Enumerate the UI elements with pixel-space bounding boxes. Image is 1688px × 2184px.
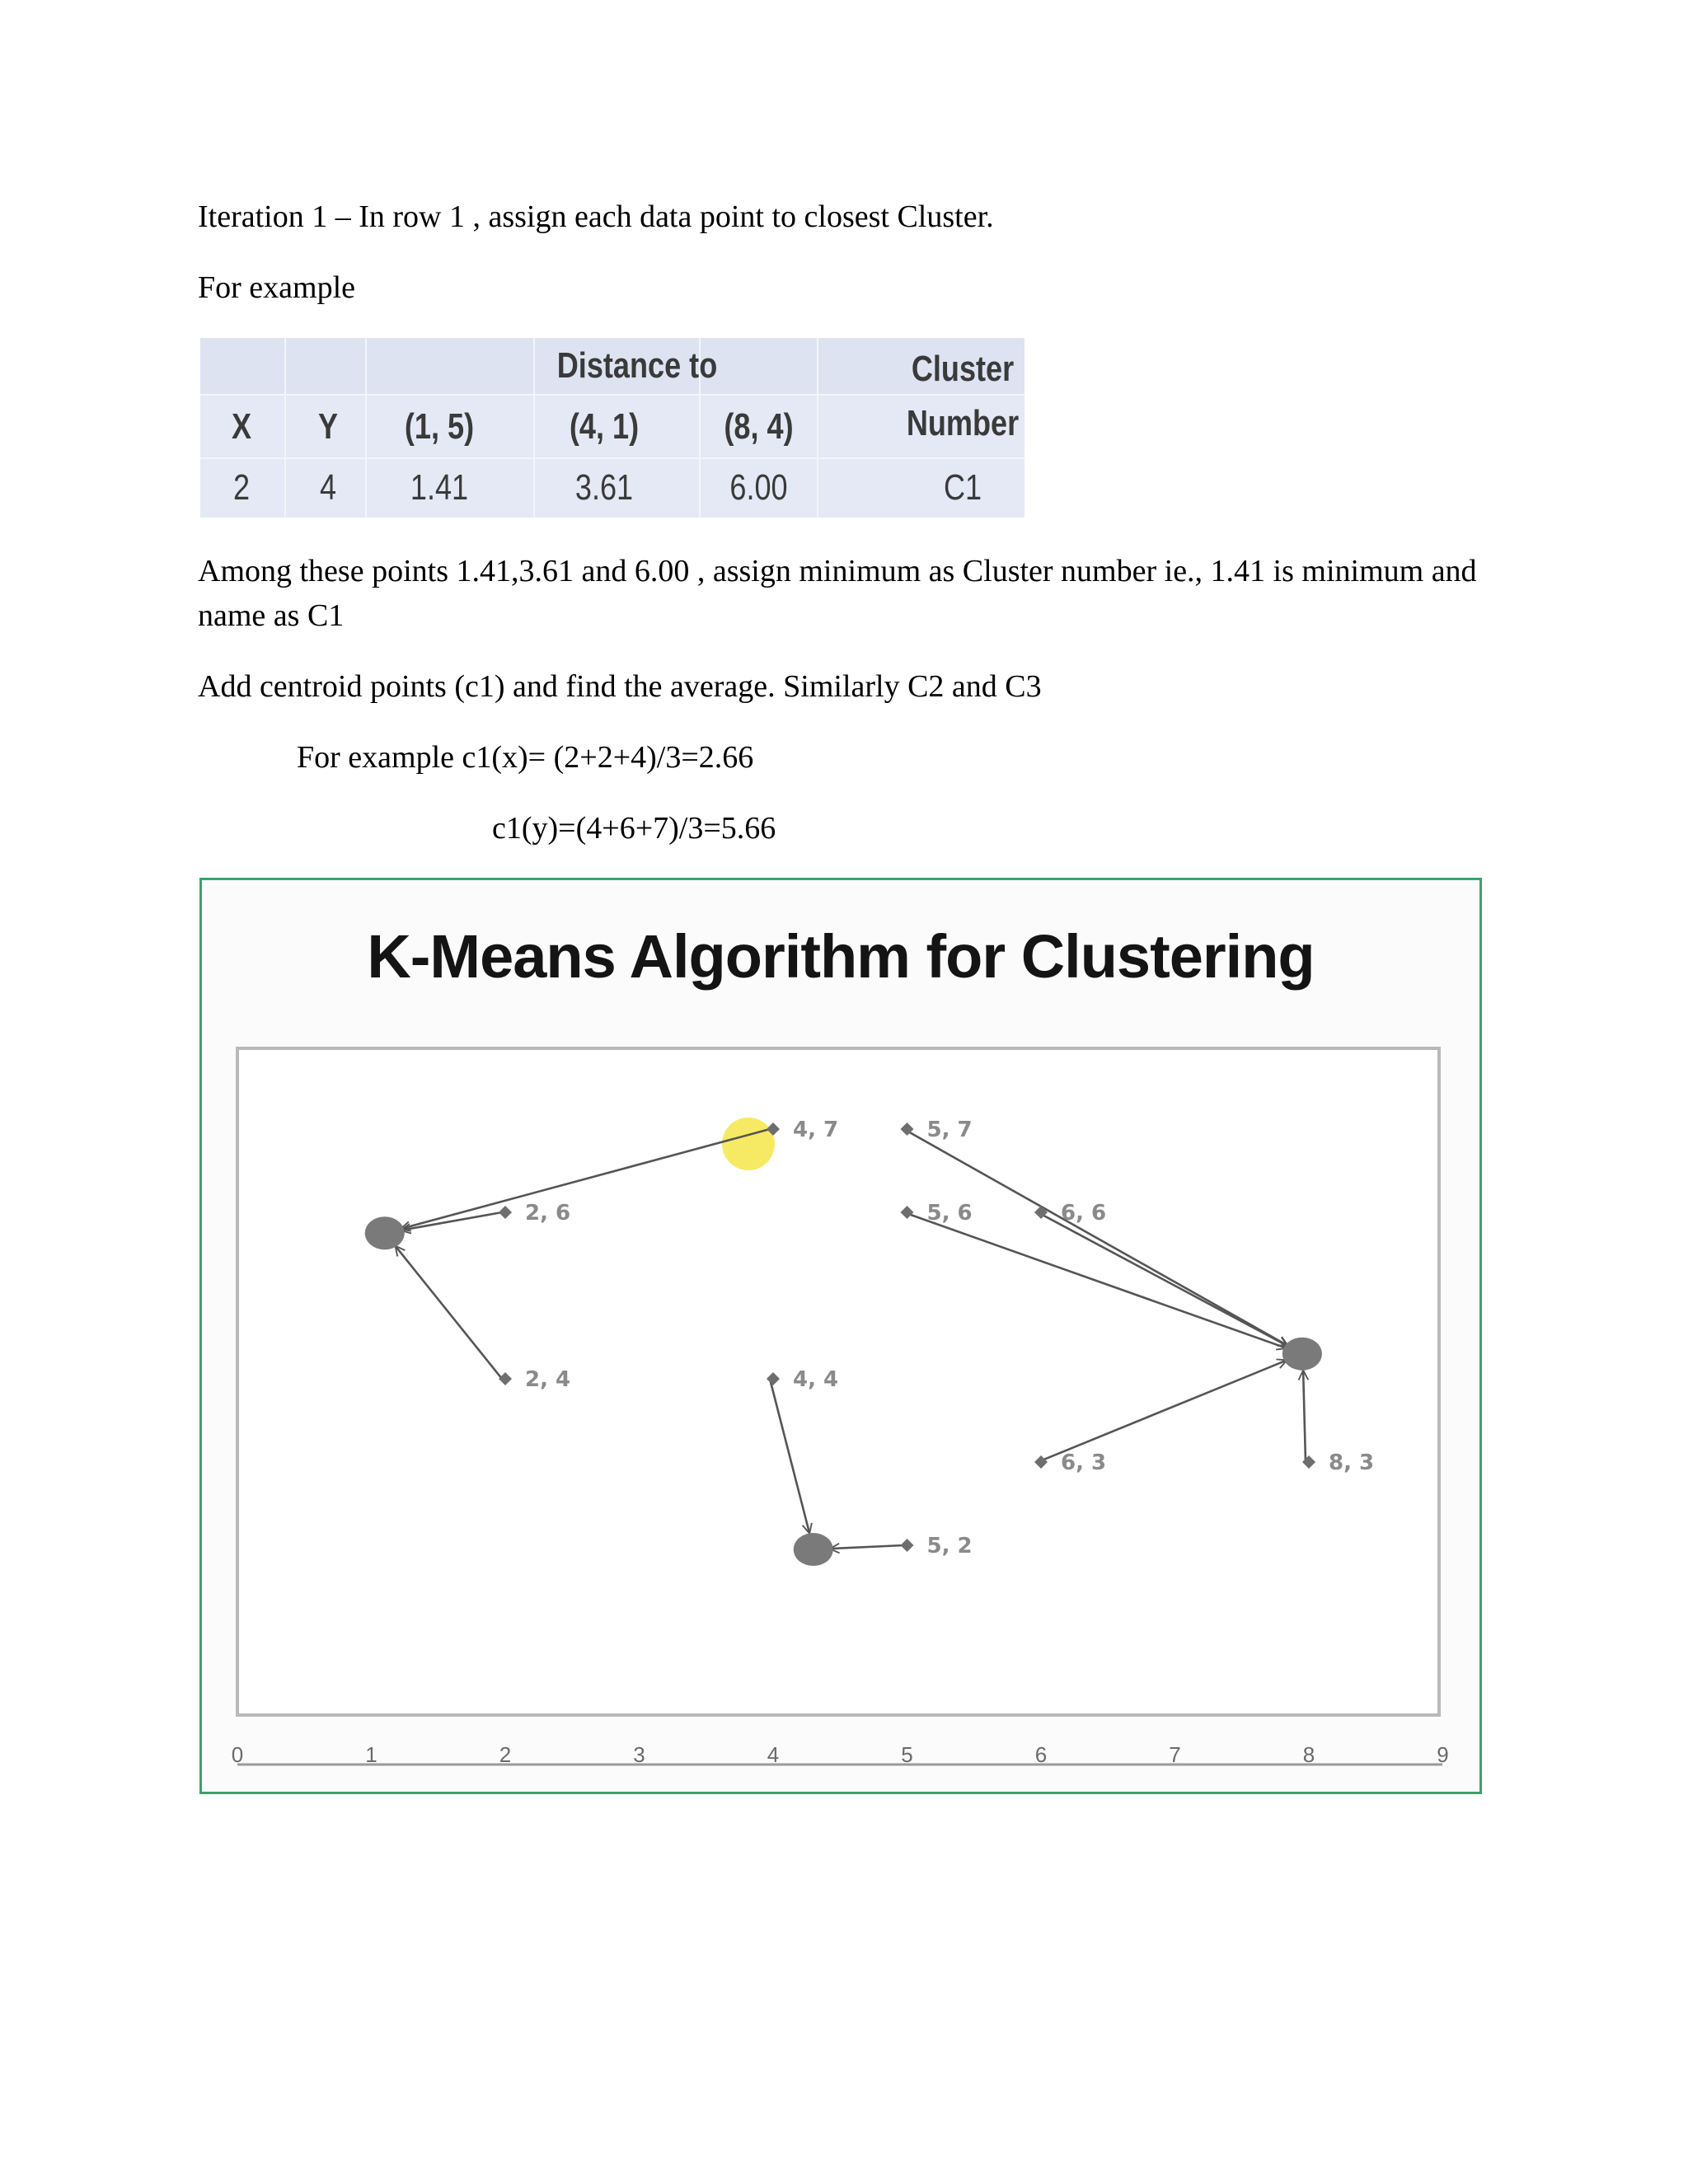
centroid-line: Add centroid points (c1) and find the average. Similarly C2 and C3 [198, 669, 1042, 704]
cell-cluster: C1 [943, 467, 982, 508]
data-point-label: 4, 7 [793, 1118, 839, 1142]
x-tick-label: 7 [1169, 1742, 1181, 1767]
col-header-c3: (8, 4) [724, 406, 794, 447]
data-point-label: 4, 4 [793, 1367, 839, 1392]
cell-y: 4 [319, 467, 337, 508]
cell-dist-3: 6.00 [729, 467, 788, 508]
distance-table [200, 338, 1025, 518]
centroid-marker [365, 1216, 405, 1249]
centroid-marker [794, 1533, 833, 1566]
kmeans-chart [202, 880, 1479, 1792]
for-example-line: For example [198, 270, 356, 305]
x-tick-label: 3 [633, 1742, 645, 1767]
chart-title: K-Means Algorithm for Clustering [367, 922, 1315, 991]
x-tick-label: 4 [767, 1742, 780, 1767]
x-tick-label: 1 [365, 1742, 377, 1767]
cursor-highlight [722, 1118, 775, 1170]
data-point-label: 5, 6 [926, 1201, 973, 1226]
data-point-label: 8, 3 [1329, 1451, 1375, 1475]
data-point-label: 5, 2 [926, 1534, 973, 1558]
x-tick-label: 8 [1302, 1742, 1315, 1767]
centroid-marker [1282, 1338, 1322, 1371]
intro-line: Iteration 1 – In row 1 , assign each data point to closest Cluster. [198, 199, 994, 234]
x-tick-label: 6 [1034, 1742, 1048, 1767]
col-header-y: Y [317, 406, 339, 447]
col-header-x: X [231, 406, 252, 447]
col-header-c2: (4, 1) [569, 406, 640, 447]
data-point-label: 2, 4 [525, 1367, 571, 1392]
x-tick-label: 9 [1437, 1742, 1449, 1767]
distance-to-header: Distance to [556, 345, 718, 386]
cluster-header: Cluster [911, 349, 1015, 389]
example-cx-line: For example c1(x)= (2+2+4)/3=2.66 [297, 740, 754, 775]
col-header-c1: (1, 5) [404, 406, 475, 447]
data-point-label: 2, 6 [525, 1201, 571, 1226]
x-tick-label: 2 [499, 1742, 512, 1767]
cell-dist-1: 1.41 [410, 467, 469, 508]
x-tick-label: 0 [231, 1742, 244, 1767]
data-point-label: 6, 3 [1061, 1451, 1107, 1475]
number-header: Number [906, 403, 1020, 443]
data-point-label: 5, 7 [926, 1118, 973, 1142]
example-cy-line: c1(y)=(4+6+7)/3=5.66 [492, 811, 776, 846]
data-point-label: 6, 6 [1061, 1201, 1107, 1226]
kmeans-figure [199, 878, 1482, 1794]
x-tick-label: 5 [901, 1742, 913, 1767]
cell-x: 2 [232, 467, 251, 508]
explanation-paragraph: Among these points 1.41,3.61 and 6.00 , assign minimum as Cluster number ie., 1.41 is minimum and name as C1 [198, 554, 1477, 633]
cell-dist-2: 3.61 [574, 467, 634, 508]
